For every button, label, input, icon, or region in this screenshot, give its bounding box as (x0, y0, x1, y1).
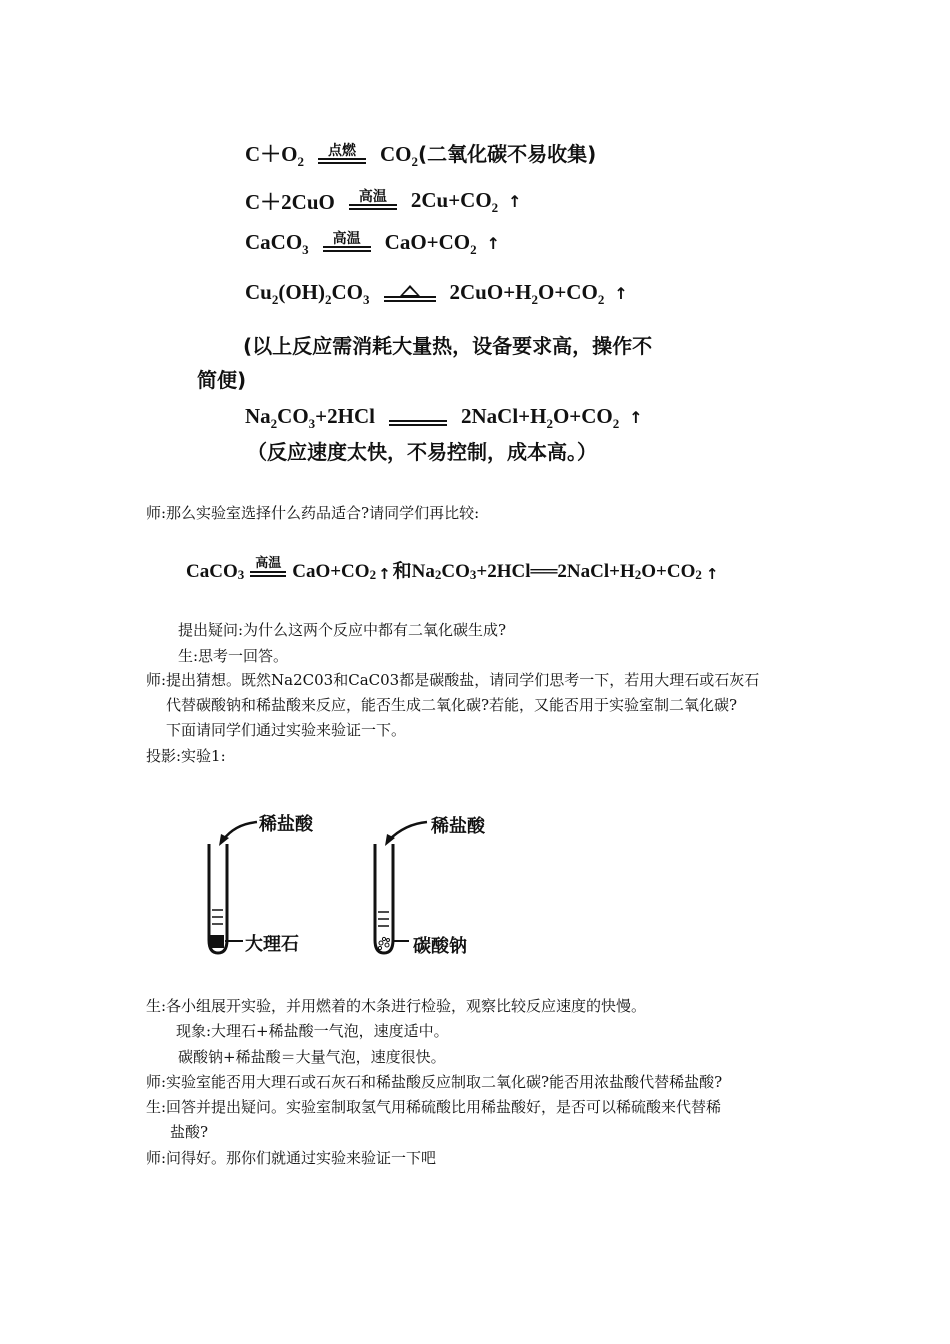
condition-label: 点燃 (328, 143, 356, 160)
equation-basic-copper-carbonate (245, 280, 628, 308)
eq-part: O+CO (641, 561, 696, 582)
teacher-line-cont: 下面请同学们通过实验来验证一下。 (166, 721, 407, 739)
reaction-condition (349, 190, 397, 216)
condition-label: 高温 (255, 556, 282, 571)
eq-part: 2NaCl+H (460, 404, 547, 428)
right-solid-label: 碳酸钠 (413, 936, 467, 957)
observation-line: 现象:大理石+稀盐酸一气泡，速度适中。 (176, 1022, 449, 1040)
subscript: 2 (531, 292, 538, 308)
eq-part: 和Na (392, 561, 435, 582)
heating-condition (384, 285, 436, 308)
teacher-line: 师:提出猜想。既然Na2C03和CaC03都是碳酸盐，请同学们思考一下，若用大理石或石灰石 (146, 671, 760, 689)
right-acid-label: 稀盐酸 (431, 816, 485, 837)
subscript: 2 (612, 416, 620, 432)
equation-note-line: 简便) (197, 368, 247, 392)
subscript: 2 (546, 416, 553, 432)
equation-calcium-carbonate (245, 230, 500, 258)
equals-condition (389, 420, 447, 432)
teacher-line: 师:实验室能否用大理石或石灰石和稀盐酸反应制取二氧化碳?能否用浓盐酸代替稀盐酸? (146, 1073, 723, 1091)
equals-sign: ══ (530, 561, 558, 582)
eq-lhs: C＋O (245, 142, 298, 166)
double-line (250, 571, 286, 577)
subscript: 2 (297, 154, 304, 170)
eq-part: CaO+CO (292, 561, 370, 582)
subscript: 2 (411, 154, 418, 170)
gas-arrow-icon: ↑ (629, 408, 643, 427)
compare-equations (186, 556, 718, 583)
gas-arrow-icon: ↑ (705, 565, 719, 583)
subscript: 2 (369, 567, 377, 582)
double-line (323, 246, 371, 252)
eq-part: CO (331, 280, 364, 304)
eq-part: CO (441, 561, 470, 582)
question-line: 提出疑问:为什么这两个反应中都有二氧化碳生成? (178, 621, 507, 639)
subscript: 2 (470, 242, 477, 258)
condition-label: 高温 (332, 231, 361, 248)
eq-rhs: CaO+CO (384, 230, 471, 254)
eq-part: +2HCl (315, 404, 375, 428)
eq-rhs: CO (380, 142, 412, 166)
eq-rhs: 2Cu+CO (410, 187, 492, 212)
eq-part: +2HCl (476, 561, 531, 582)
eq-part: CO (277, 404, 309, 428)
subscript: 2 (434, 567, 442, 582)
heat-triangle-icon (400, 285, 420, 296)
equation-sodium-carbonate-hcl (245, 404, 643, 432)
student-line: 生:回答并提出疑问。实验室制取氢气用稀硫酸比用稀盐酸好，是否可以稀硫酸来代替稀 (146, 1098, 722, 1116)
teacher-line-cont: 代替碳酸钠和稀盐酸来反应，能否生成二氧化碳?若能，又能否用于实验室制二氧化碳? (166, 696, 738, 714)
subscript: 2 (270, 416, 278, 432)
subscript: 3 (237, 567, 245, 582)
left-solid-label: 大理石 (245, 934, 299, 955)
student-line: 生:各小组展开实验，并用燃着的木条进行检验，观察比较反应速度的快慢。 (146, 997, 647, 1015)
gas-arrow-icon: ↑ (486, 234, 501, 253)
subscript: 2 (491, 200, 499, 215)
double-line (318, 158, 366, 164)
subscript: 3 (469, 567, 477, 582)
subscript: 2 (695, 567, 702, 582)
equation-note-line: （反应速度太快，不易控制，成本高。） (247, 440, 597, 464)
double-line (384, 296, 436, 302)
eq-part: (OH) (278, 280, 326, 304)
double-line (349, 204, 397, 210)
equation-carbon-oxygen (245, 138, 596, 170)
double-line (389, 420, 447, 426)
eq-part: CaCO (186, 561, 238, 582)
reaction-condition (318, 144, 366, 170)
reaction-condition (323, 232, 371, 258)
equation-carbon-copper-oxide (245, 186, 522, 216)
condition-label: 高温 (358, 189, 387, 205)
eq-lhs: C＋2CuO (245, 190, 335, 214)
projection-line: 投影:实验1: (146, 747, 226, 765)
left-acid-label: 稀盐酸 (259, 814, 313, 835)
eq-part: Na (245, 404, 271, 428)
teacher-line: 师:问得好。那你们就通过实验来验证一下吧 (146, 1149, 437, 1167)
eq-lhs: CaCO (245, 230, 303, 254)
observation-line: 碳酸钠+稀盐酸＝大量气泡，速度很快。 (178, 1048, 446, 1066)
eq-part: O+CO (552, 404, 613, 428)
equation-note-line: (以上反应需消耗大量热，设备要求高，操作不 (243, 334, 653, 358)
teacher-line: 师:那么实验室选择什么药品适合?请同学们再比较: (146, 504, 480, 522)
subscript: 3 (308, 416, 316, 432)
eq-part: 2CuO+H (449, 280, 532, 304)
gas-arrow-icon: ↑ (614, 284, 628, 303)
eq-part: O+CO (538, 280, 598, 304)
subscript: 2 (634, 567, 642, 582)
subscript: 3 (363, 292, 370, 308)
gas-arrow-icon: ↑ (508, 191, 522, 211)
subscript: 2 (325, 292, 332, 308)
student-line: 生:思考一回答。 (178, 647, 289, 665)
student-line-cont: 盐酸? (170, 1123, 209, 1141)
eq-remark: (二氧化碳不易收集) (418, 142, 597, 166)
reaction-condition (250, 557, 286, 583)
gas-arrow-icon: ↑ (378, 565, 391, 583)
subscript: 2 (597, 292, 605, 308)
subscript: 3 (302, 242, 309, 258)
test-tube-figure (195, 800, 515, 960)
eq-part: Cu (245, 280, 272, 304)
subscript: 2 (271, 292, 279, 308)
eq-part: 2NaCl+H (557, 561, 635, 582)
